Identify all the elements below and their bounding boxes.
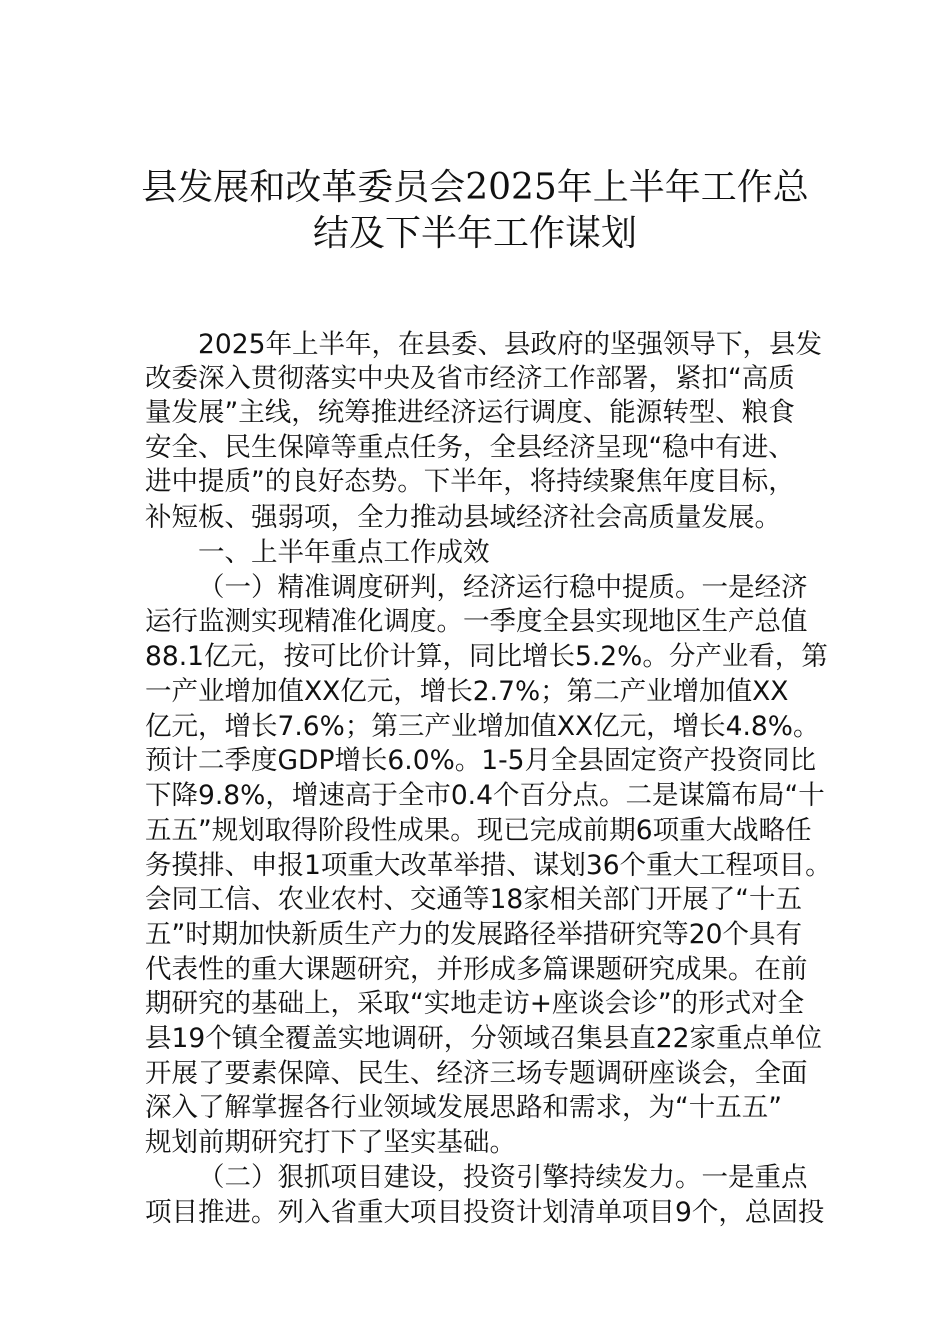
paragraph-section-1-line: 会同工信、农业农村、交通等18家相关部门开展了“十五 bbox=[145, 884, 802, 915]
paragraph-section-1-line: 规划前期研究打下了坚实基础。 bbox=[145, 1127, 516, 1158]
document-title-line-2: 结及下半年工作谋划 bbox=[312, 213, 637, 254]
paragraph-section-2-line: 项目推进。列入省重大项目投资计划清单项目9个，总固投 bbox=[145, 1197, 825, 1228]
paragraph-section-1-line: 一产业增加值XX亿元，增长2.7%；第二产业增加值XX bbox=[145, 676, 789, 707]
paragraph-section-1-line: 运行监测实现精准化调度。一季度全县实现地区生产总值 bbox=[145, 606, 808, 637]
paragraph-section-1-line: 深入了解掌握各行业领域发展思路和需求，为“十五五” bbox=[145, 1092, 782, 1123]
paragraph-intro-line: 进中提质”的良好态势。下半年，将持续聚焦年度目标， bbox=[145, 466, 795, 497]
paragraph-intro-line: 改委深入贯彻落实中央及省市经济工作部署，紧扣“高质 bbox=[145, 363, 795, 394]
paragraph-section-2-line: （二）狠抓项目建设，投资引擎持续发力。一是重点 bbox=[198, 1162, 808, 1193]
paragraph-section-1-line: 五五”规划取得阶段性成果。现已完成前期6项重大战略任 bbox=[145, 815, 812, 846]
paragraph-section-1-line: （一）精准调度研判，经济运行稳中提质。一是经济 bbox=[198, 572, 808, 603]
paragraph-intro-line: 补短板、强弱项，全力推动县域经济社会高质量发展。 bbox=[145, 502, 781, 533]
paragraph-section-1-line: 下降9.8%，增速高于全市0.4个百分点。二是谋篇布局“十 bbox=[145, 780, 825, 811]
paragraph-section-1-line: 88.1亿元，按可比价计算，同比增长5.2%。分产业看，第 bbox=[145, 641, 828, 672]
paragraph-section-1-line: 预计二季度GDP增长6.0%。1-5月全县固定资产投资同比 bbox=[145, 745, 817, 776]
paragraph-section-1-line: 亿元，增长7.6%；第三产业增加值XX亿元，增长4.8%。 bbox=[145, 711, 820, 742]
paragraph-section-1-line: 县19个镇全覆盖实地调研，分领域召集县直22家重点单位 bbox=[145, 1023, 822, 1054]
section-heading: 一、上半年重点工作成效 bbox=[198, 537, 490, 568]
paragraph-intro-line: 安全、民生保障等重点任务，全县经济呈现“稳中有进、 bbox=[145, 432, 795, 463]
paragraph-section-1-line: 务摸排、申报1项重大改革举措、谋划36个重大工程项目。 bbox=[145, 850, 832, 881]
paragraph-section-1-line: 代表性的重大课题研究，并形成多篇课题研究成果。在前 bbox=[145, 954, 808, 985]
paragraph-intro-line: 2025年上半年，在县委、县政府的坚强领导下，县发 bbox=[198, 329, 822, 360]
paragraph-section-1-line: 开展了要素保障、民生、经济三场专题调研座谈会，全面 bbox=[145, 1058, 808, 1089]
paragraph-section-1-line: 期研究的基础上，采取“实地走访+座谈会诊”的形式对全 bbox=[145, 988, 805, 1019]
document-title-line-1: 县发展和改革委员会2025年上半年工作总 bbox=[141, 167, 809, 208]
paragraph-section-1-line: 五”时期加快新质生产力的发展路径举措研究等20个具有 bbox=[145, 919, 802, 950]
paragraph-intro-line: 量发展”主线，统筹推进经济运行调度、能源转型、粮食 bbox=[145, 397, 795, 428]
